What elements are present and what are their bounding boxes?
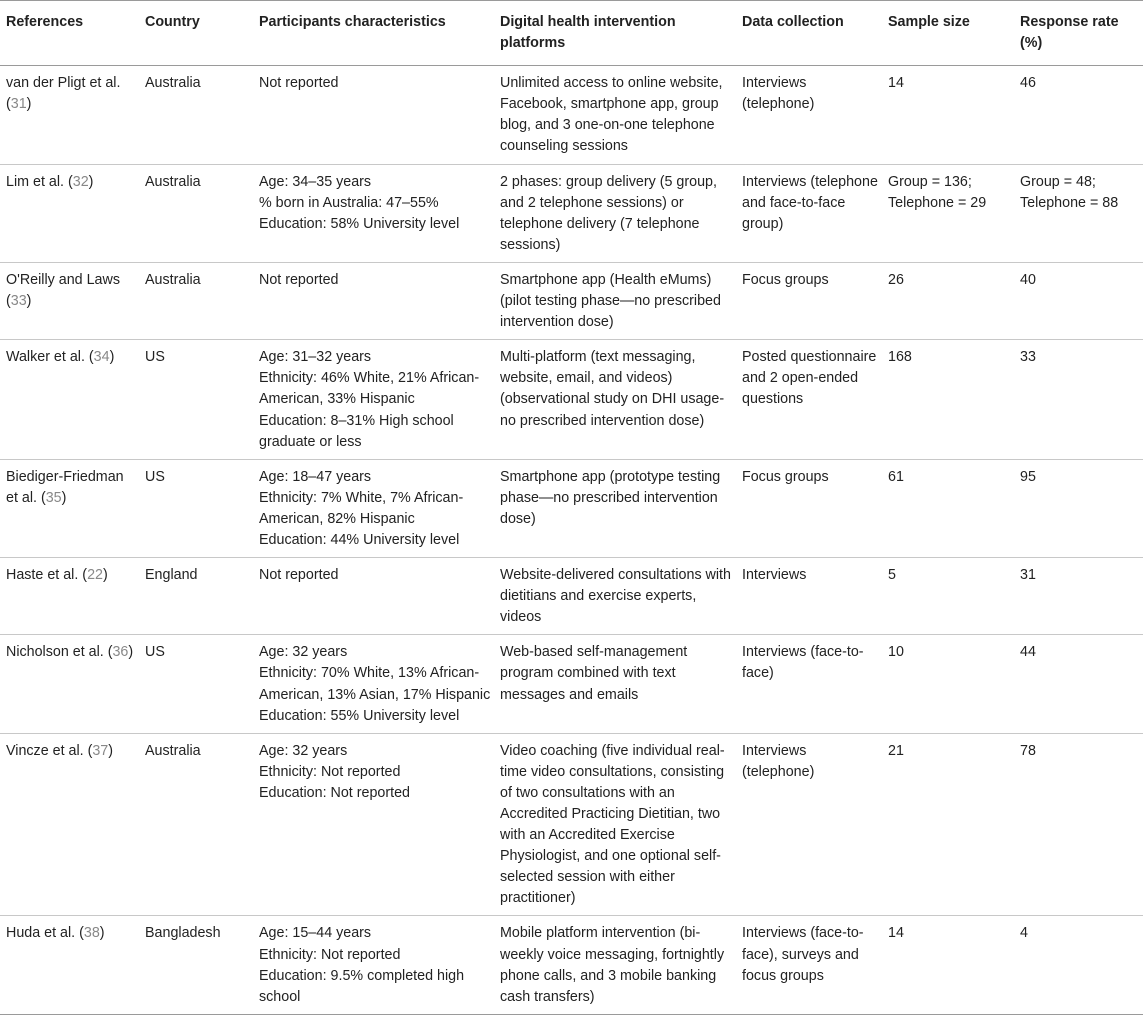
cell-sample-size-line: 168	[888, 349, 912, 366]
cell-participants-line: Not reported	[259, 75, 339, 92]
cell-participants-line: Not reported	[259, 567, 339, 584]
cell-participants	[255, 916, 496, 1014]
cell-response-rate	[1016, 459, 1143, 557]
cell-platforms: 2 phases: group delivery (5 group, and 2 telephone sessions) or telephone delivery (7 telephone sessions)	[500, 173, 717, 253]
cell-response-rate	[1016, 635, 1143, 733]
table-header	[0, 1, 1143, 66]
header-response-rate: Response rate (%)	[1020, 14, 1119, 52]
reference-author: Haste et al. (	[6, 567, 88, 584]
cell-participants	[255, 340, 496, 459]
cell-data-collection: Focus groups	[742, 271, 829, 288]
cell-participants-line: Not reported	[259, 271, 339, 288]
table-row	[0, 66, 1143, 164]
cell-participants-line: Education: 8–31% High school graduate or less	[259, 412, 454, 450]
cell-participants	[255, 262, 496, 339]
cell-participants-line: Age: 32 years	[259, 742, 348, 759]
cell-participants-line: Ethnicity: Not reported	[259, 763, 401, 780]
header-sample-size: Sample size	[888, 14, 970, 30]
reference-author: Huda et al. (	[6, 925, 84, 942]
table-row	[0, 262, 1143, 339]
cell-participants-line: Education: Not reported	[259, 784, 411, 801]
cell-data-collection: Interviews (face-to-face), surveys and focus groups	[742, 925, 864, 984]
cell-participants-line: Education: 58% University level	[259, 215, 460, 232]
table-row	[0, 164, 1143, 262]
cell-sample-size	[884, 340, 1016, 459]
cell-data-collection: Interviews (telephone)	[742, 742, 815, 780]
header-participants: Participants characteristics	[259, 14, 446, 30]
table-row	[0, 558, 1143, 635]
header-platforms: Digital health intervention platforms	[500, 14, 676, 52]
cell-reference	[0, 340, 141, 459]
cell-data-collection: Interviews (telephone and face-to-face group)	[742, 173, 878, 232]
cell-response-rate	[1016, 262, 1143, 339]
cell-platforms: Multi-platform (text messaging, website, email, and videos) (observational study on DHI usage-no prescribed intervention dose)	[500, 349, 725, 429]
header-country: Country	[145, 14, 200, 30]
reference-author: Lim et al. (	[6, 173, 73, 190]
cell-response-rate-line: Group = 48;	[1020, 173, 1096, 190]
table-row	[0, 459, 1143, 557]
cell-participants-line: Ethnicity: 46% White, 21% African-American, 33% Hispanic	[259, 370, 480, 408]
cell-data-collection: Posted questionnaire and 2 open-ended questions	[742, 349, 877, 408]
header-references: References	[6, 14, 84, 30]
cell-reference	[0, 66, 141, 164]
cell-participants-line: % born in Australia: 47–55%	[259, 194, 439, 211]
cell-sample-size	[884, 459, 1016, 557]
cell-sample-size-line: Group = 136;	[888, 173, 972, 190]
cell-platforms: Video coaching (five individual real-time video consultations, consisting of two consultations with an Accredited Practicing Dietitian, two with an Accredited Exercise Physiologist, and one optional self-selected session with either practitioner)	[500, 742, 725, 907]
reference-author: Walker et al. (	[6, 349, 94, 366]
cell-response-rate-line: 31	[1020, 567, 1036, 584]
cell-data-collection: Focus groups	[742, 468, 829, 485]
table-row	[0, 916, 1143, 1014]
cell-participants-line: Ethnicity: 7% White, 7% African-American, 82% Hispanic	[259, 489, 464, 527]
cell-response-rate-line: 33	[1020, 349, 1036, 366]
cell-data-collection: Interviews (face-to-face)	[742, 644, 864, 682]
cell-sample-size	[884, 262, 1016, 339]
table-row	[0, 733, 1143, 916]
cell-participants	[255, 164, 496, 262]
reference-author: Vincze et al. (	[6, 742, 93, 759]
reference-link[interactable]: 36	[112, 644, 129, 661]
cell-response-rate-line: 95	[1020, 468, 1036, 485]
cell-reference	[0, 164, 141, 262]
header-data-collection: Data collection	[742, 14, 844, 30]
reference-author: van der Pligt et al. (	[6, 75, 121, 113]
reference-close-paren: )	[88, 173, 94, 190]
cell-sample-size	[884, 558, 1016, 635]
cell-country: Australia	[145, 173, 201, 190]
cell-response-rate	[1016, 66, 1143, 164]
cell-participants-line: Age: 32 years	[259, 644, 348, 661]
cell-platforms: Website-delivered consultations with dietitians and exercise experts, videos	[500, 567, 731, 626]
cell-country: US	[145, 349, 165, 366]
cell-reference	[0, 916, 141, 1014]
cell-platforms: Unlimited access to online website, Facebook, smartphone app, group blog, and 3 one-on-one telephone counseling sessions	[500, 75, 723, 155]
cell-sample-size	[884, 916, 1016, 1014]
reference-author: Nicholson et al. (	[6, 644, 113, 661]
cell-response-rate	[1016, 916, 1143, 1014]
cell-sample-size	[884, 164, 1016, 262]
cell-participants	[255, 66, 496, 164]
cell-sample-size-line: 14	[888, 925, 904, 942]
cell-participants	[255, 733, 496, 916]
cell-sample-size	[884, 635, 1016, 733]
cell-sample-size-line: 61	[888, 468, 904, 485]
cell-country: Bangladesh	[145, 925, 221, 942]
cell-country: England	[145, 567, 198, 584]
cell-participants	[255, 558, 496, 635]
cell-response-rate-line: Telephone = 88	[1020, 194, 1119, 211]
cell-platforms: Smartphone app (prototype testing phase—no prescribed intervention dose)	[500, 468, 721, 527]
cell-response-rate-line: 78	[1020, 742, 1036, 759]
cell-participants-line: Ethnicity: Not reported	[259, 946, 401, 963]
cell-platforms: Web-based self-management program combined with text messages and emails	[500, 644, 688, 703]
cell-response-rate-line: 46	[1020, 75, 1036, 92]
cell-reference	[0, 459, 141, 557]
cell-participants-line: Education: 9.5% completed high school	[259, 967, 465, 1005]
cell-participants-line: Ethnicity: 70% White, 13% African-American, 13% Asian, 17% Hispanic	[259, 665, 491, 703]
cell-response-rate	[1016, 340, 1143, 459]
reference-close-paren: )	[26, 96, 32, 113]
reference-link[interactable]: 31	[10, 96, 27, 113]
table-row	[0, 340, 1143, 459]
cell-sample-size-line: Telephone = 29	[888, 194, 987, 211]
reference-close-paren: )	[61, 489, 67, 506]
table-row	[0, 635, 1143, 733]
cell-sample-size-line: 14	[888, 75, 904, 92]
cell-country: US	[145, 468, 165, 485]
reference-link[interactable]: 38	[83, 925, 100, 942]
cell-data-collection: Interviews (telephone)	[742, 75, 815, 113]
reference-close-paren: )	[128, 644, 134, 661]
reference-close-paren: )	[99, 925, 105, 942]
cell-country: Australia	[145, 742, 201, 759]
cell-country: US	[145, 644, 165, 661]
reference-close-paren: )	[109, 349, 115, 366]
cell-platforms: Smartphone app (Health eMums) (pilot testing phase—no prescribed intervention dose)	[500, 271, 721, 331]
cell-participants-line: Age: 31–32 years	[259, 349, 372, 366]
cell-participants-line: Education: 55% University level	[259, 707, 460, 724]
cell-participants-line: Education: 44% University level	[259, 531, 460, 548]
reference-author: Biediger-Friedman et al. (	[6, 468, 124, 506]
cell-response-rate-line: 44	[1020, 644, 1036, 661]
cell-platforms: Mobile platform intervention (bi-weekly voice messaging, fortnightly phone calls, and 3 mobile banking cash transfers)	[500, 925, 725, 1005]
reference-link[interactable]: 37	[92, 742, 109, 759]
cell-country: Australia	[145, 271, 201, 288]
cell-reference	[0, 262, 141, 339]
reference-author: O'Reilly and Laws (	[6, 271, 120, 310]
cell-response-rate	[1016, 558, 1143, 635]
reference-link[interactable]: 22	[87, 567, 103, 584]
reference-link[interactable]: 35	[45, 489, 62, 506]
reference-close-paren: )	[108, 742, 114, 759]
cell-sample-size-line: 26	[888, 271, 904, 288]
cell-sample-size	[884, 66, 1016, 164]
cell-sample-size	[884, 733, 1016, 916]
cell-participants	[255, 459, 496, 557]
reference-close-paren: )	[26, 293, 32, 310]
reference-link[interactable]: 32	[72, 173, 89, 190]
cell-participants-line: Age: 34–35 years	[259, 173, 372, 190]
cell-sample-size-line: 21	[888, 742, 904, 759]
reference-link[interactable]: 33	[10, 293, 27, 310]
cell-country: Australia	[145, 75, 201, 92]
cell-reference	[0, 558, 141, 635]
cell-response-rate	[1016, 733, 1143, 916]
reference-close-paren: )	[102, 567, 108, 584]
cell-sample-size-line: 5	[888, 567, 896, 584]
cell-reference	[0, 635, 141, 733]
cell-sample-size-line: 10	[888, 644, 904, 661]
cell-response-rate-line: 40	[1020, 271, 1036, 288]
cell-data-collection: Interviews	[742, 567, 807, 584]
cell-participants-line: Age: 18–47 years	[259, 468, 372, 485]
header-row	[0, 1, 1143, 66]
reference-link[interactable]: 34	[93, 349, 110, 366]
cell-participants-line: Age: 15–44 years	[259, 925, 372, 942]
cell-response-rate	[1016, 164, 1143, 262]
table-body	[0, 66, 1143, 1015]
cell-response-rate-line: 4	[1020, 925, 1028, 942]
cell-participants	[255, 635, 496, 733]
cell-reference	[0, 733, 141, 916]
